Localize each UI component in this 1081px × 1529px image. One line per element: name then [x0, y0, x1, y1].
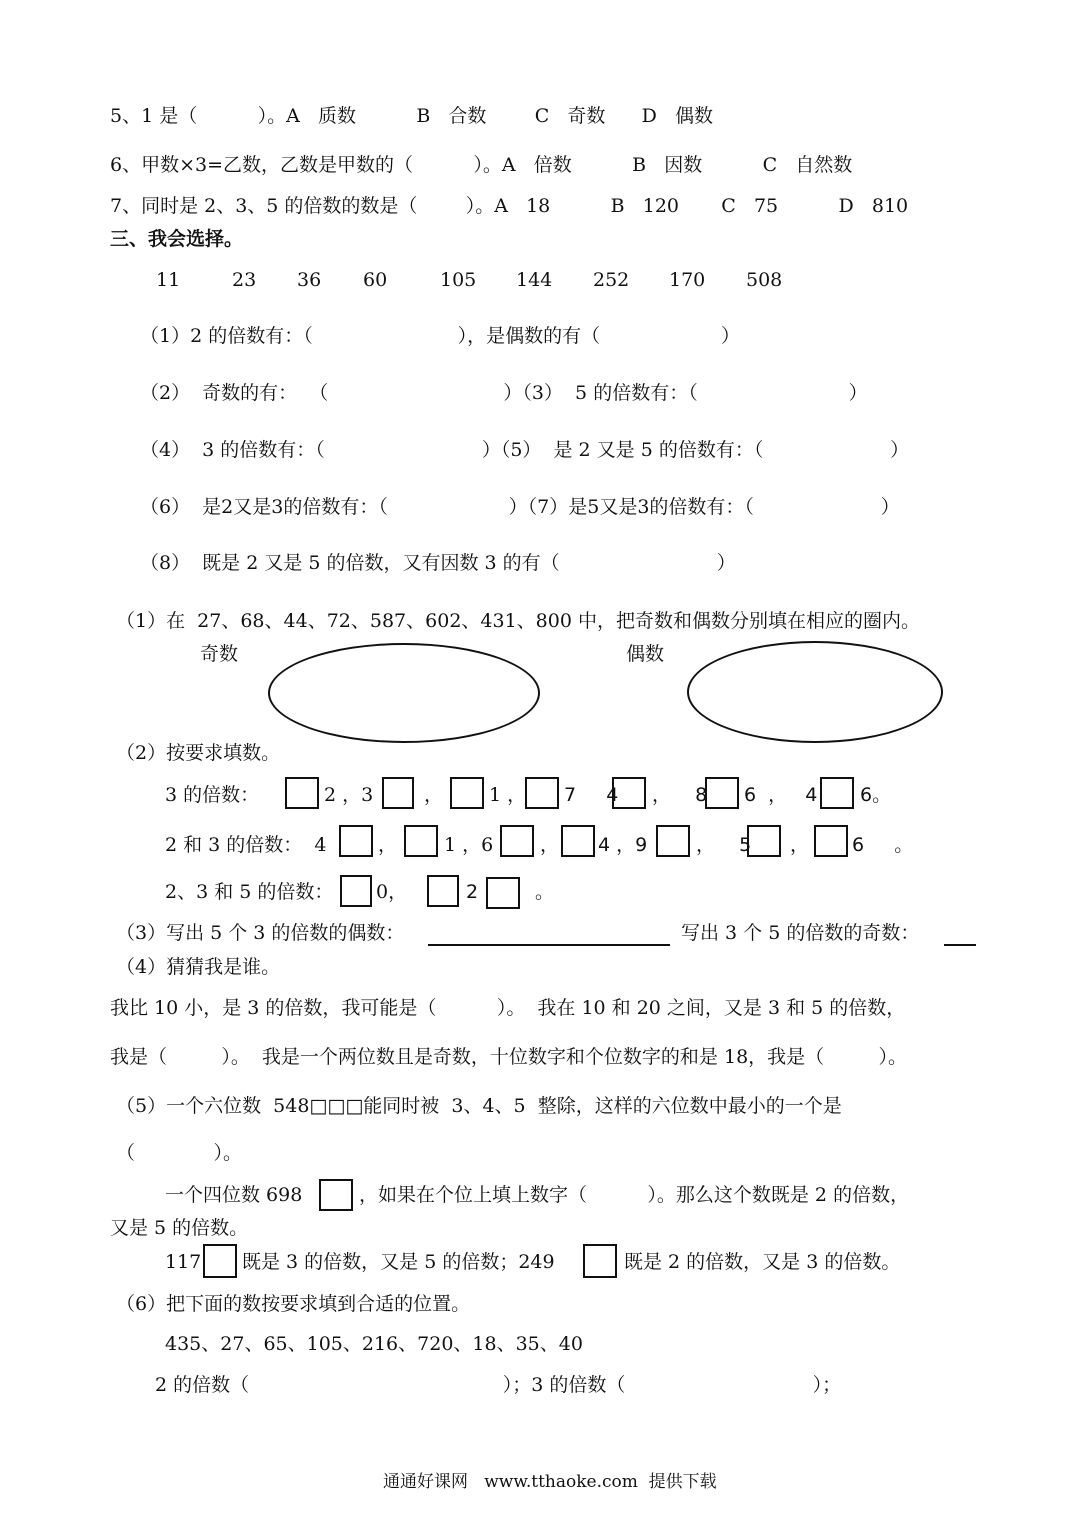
row2-text: ，	[378, 834, 398, 856]
digit-box[interactable]	[705, 777, 739, 809]
question-6: 6、甲数×3=乙数，乙数是甲数的（ ）。A 倍数 B 因数 C 自然数	[110, 154, 853, 176]
digit-box[interactable]	[814, 825, 848, 857]
digit-box[interactable]	[319, 1179, 353, 1211]
digit-box[interactable]	[500, 825, 534, 857]
number-item: 105	[440, 269, 477, 291]
fill-item-1: （1）2 的倍数有：（ ），是偶数的有（ ）	[140, 325, 740, 347]
digit-box[interactable]	[486, 877, 520, 909]
row1-text: 7 4	[564, 784, 619, 806]
fill-digits-title: （2）按要求填数。	[116, 742, 281, 764]
digit-box[interactable]	[583, 1244, 617, 1278]
n249-text: 既是 2 的倍数，又是 3 的倍数。	[624, 1251, 901, 1273]
row3-text: 2	[466, 881, 479, 903]
guess-line-1: 我比 10 小，是 3 的倍数，我可能是（ ）。 我在 10 和 20 之间，又是 3 和 5 的倍数，	[110, 997, 906, 1019]
fill-item-8: （8） 既是 2 又是 5 的倍数，又有因数 3 的有（ ）	[140, 552, 736, 574]
digit-box[interactable]	[203, 1244, 237, 1278]
row1-text: 2 ，3	[324, 784, 374, 806]
fill-item-2-3: （2） 奇数的有： （ ）（3） 5 的倍数有：（ ）	[140, 382, 868, 404]
number-item: 170	[669, 269, 706, 291]
row1-text: 6 ， 4	[744, 784, 818, 806]
section-title: 三、我会选择。	[110, 228, 244, 250]
digit-box[interactable]	[285, 777, 319, 809]
number-item: 144	[516, 269, 553, 291]
footer-text: 通通好课网 www.tthaoke.com 提供下载	[383, 1472, 717, 1492]
row1-text: 6。	[860, 784, 892, 806]
digit-box[interactable]	[404, 825, 438, 857]
question-5: 5、1 是（ ）。A 质数 B 合数 C 奇数 D 偶数	[110, 105, 713, 127]
digit-box[interactable]	[525, 777, 559, 809]
odd-even-prompt: （1）在 27、68、44、72、587、602、431、800 中，把奇数和偶数分别填在相应的圈内。	[116, 610, 920, 632]
fill-item-4-5: （4） 3 的倍数有：（ ）（5） 是 2 又是 5 的倍数有：（ ）	[140, 439, 910, 461]
row2-text: 1 ，6	[444, 834, 494, 856]
number-item: 508	[746, 269, 783, 291]
row2-label: 2 和 3 的倍数： 4	[165, 834, 327, 856]
guess-line-2: 我是（ ）。 我是一个两位数且是奇数，十位数字和个位数字的和是 18，我是（ ）。	[110, 1046, 908, 1068]
digit-box[interactable]	[747, 825, 781, 857]
digit-box[interactable]	[382, 777, 414, 809]
digit-box[interactable]	[656, 825, 690, 857]
row3-text: 。	[535, 881, 555, 903]
number-item: 11	[156, 269, 181, 291]
six-digit-line-2: （ ）。	[116, 1142, 243, 1164]
six-digit-line-1: （5）一个六位数 548□□□能同时被 3、4、5 整除，这样的六位数中最小的一个是	[116, 1095, 842, 1117]
n117: 117	[165, 1251, 202, 1273]
sort-title: （6）把下面的数按要求填到合适的位置。	[116, 1293, 471, 1315]
row2-text: ，	[790, 834, 810, 856]
n117-text: 既是 3 的倍数，又是 5 的倍数；249	[242, 1251, 555, 1273]
digit-box[interactable]	[561, 825, 595, 857]
row2-text: 6 。	[852, 834, 914, 856]
digit-box[interactable]	[340, 875, 372, 907]
even-ellipse	[687, 641, 943, 743]
write-out-right: 写出 3 个 5 的倍数的奇数：	[681, 922, 920, 944]
sort-numbers: 435、27、65、105、216、720、18、35、40	[165, 1333, 583, 1355]
answer-line[interactable]	[944, 944, 976, 946]
row3-label: 2、3 和 5 的倍数：	[165, 881, 334, 903]
row2-text: 4 ，9	[598, 834, 648, 856]
row2-text: ， 5	[696, 834, 752, 856]
number-item: 36	[297, 269, 322, 291]
write-out-left: （3）写出 5 个 3 的倍数的偶数：	[116, 922, 405, 944]
question-7: 7、同时是 2、3、5 的倍数的数是（ ）。A 18 B 120 C 75 D 810	[110, 195, 909, 217]
odd-label: 奇数	[200, 643, 239, 665]
row1-text: 1 ，	[489, 784, 527, 806]
digit-box[interactable]	[450, 777, 484, 809]
digit-box[interactable]	[612, 777, 646, 809]
row1-text: ，	[424, 784, 444, 806]
number-item: 60	[363, 269, 388, 291]
odd-ellipse	[268, 643, 540, 743]
four-digit-c: 又是 5 的倍数。	[110, 1217, 249, 1239]
row1-label: 3 的倍数：	[165, 784, 260, 806]
even-label: 偶数	[626, 643, 665, 665]
number-item: 252	[593, 269, 630, 291]
digit-box[interactable]	[339, 825, 373, 857]
row3-text: 0，	[376, 881, 408, 903]
digit-box[interactable]	[820, 777, 854, 809]
answer-line[interactable]	[428, 944, 670, 946]
row2-text: ，	[540, 834, 560, 856]
guess-title: （4）猜猜我是谁。	[116, 956, 281, 978]
four-digit-b: ，如果在个位上填上数字（ ）。那么这个数既是 2 的倍数，	[359, 1184, 910, 1206]
row1-text: ， 8	[652, 784, 708, 806]
fill-item-6-7: （6） 是2又是3的倍数有：（ ）（7）是5又是3的倍数有：（ ）	[140, 496, 900, 518]
number-item: 23	[232, 269, 257, 291]
four-digit-a: 一个四位数 698	[165, 1184, 303, 1206]
digit-box[interactable]	[427, 875, 459, 907]
sort-line: 2 的倍数（ ）；3 的倍数（ ）；	[155, 1374, 842, 1396]
